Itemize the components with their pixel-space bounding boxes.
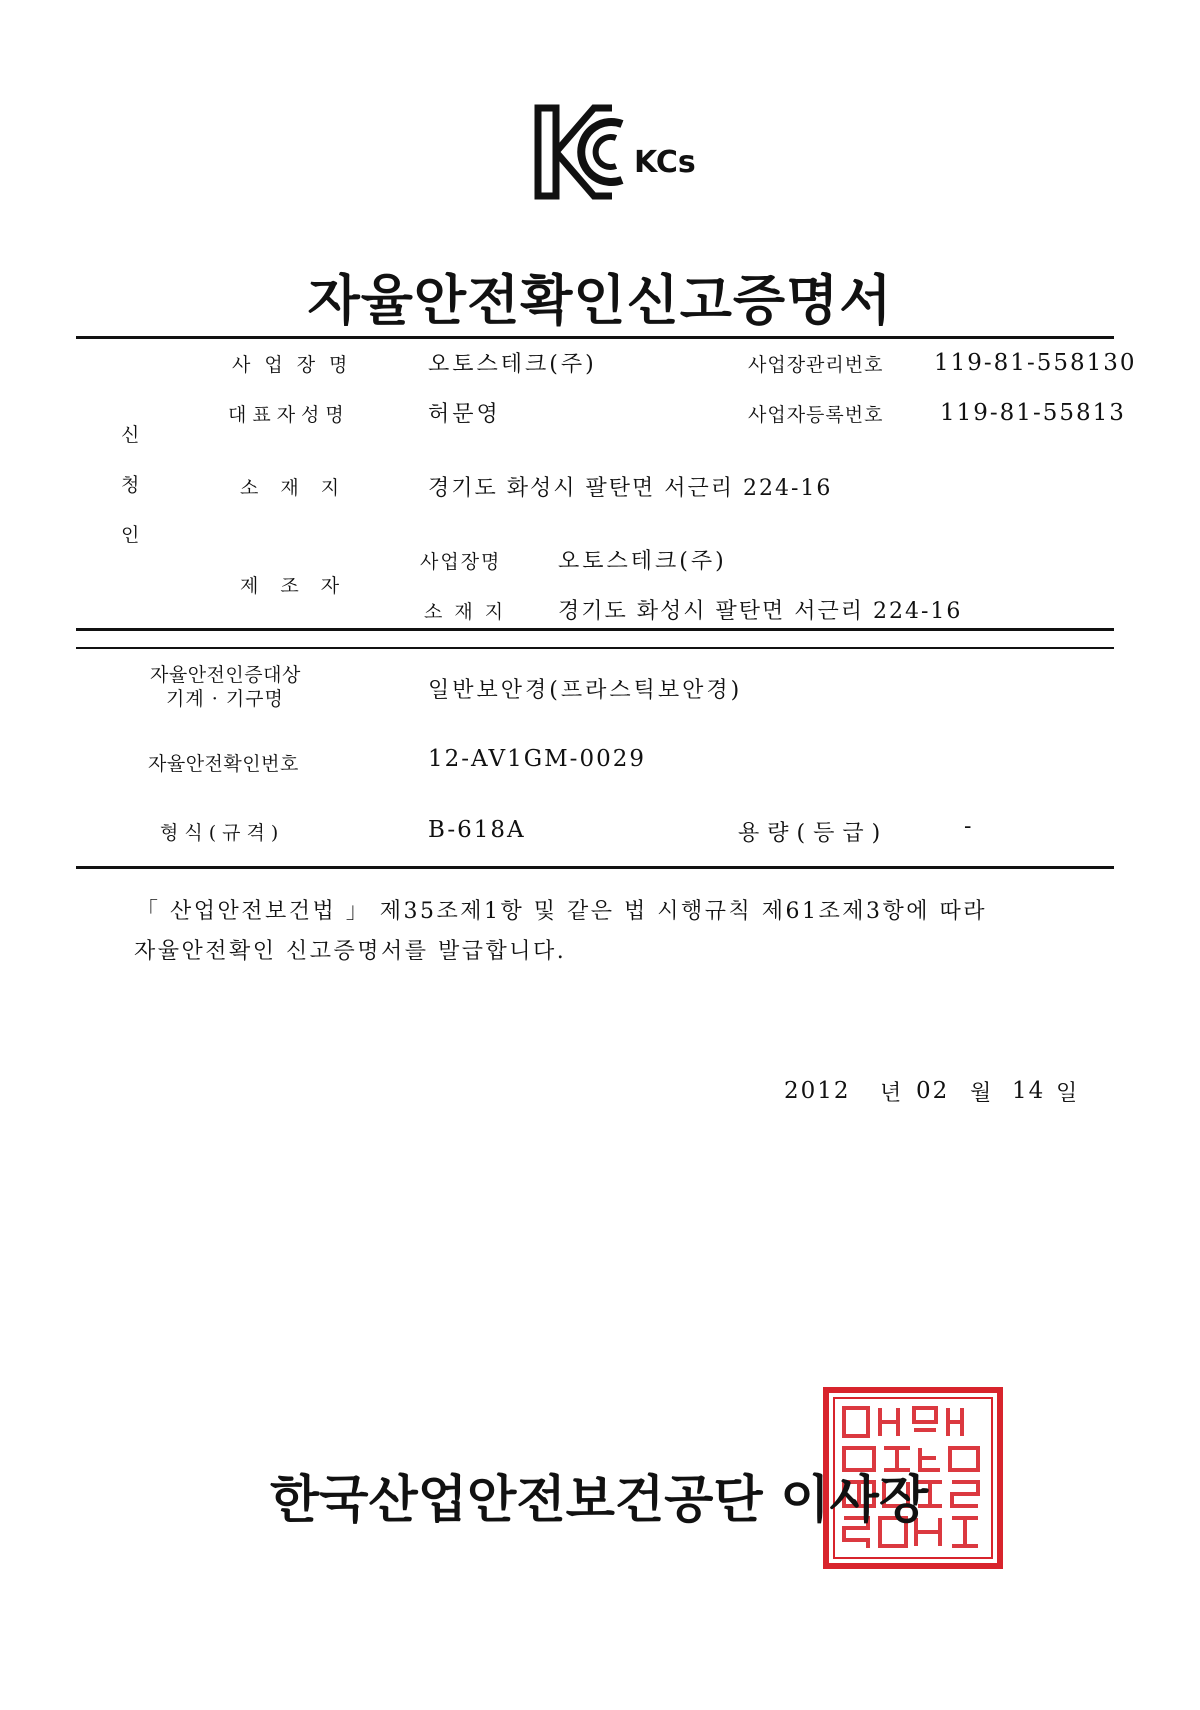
target-label-line1: 자율안전인증대상 bbox=[150, 664, 301, 686]
location-label: 소재지 bbox=[240, 477, 362, 499]
issuer-name: 한국산업안전보건공단 이사장 bbox=[270, 1471, 929, 1530]
rep-name-value: 허문영 bbox=[428, 402, 501, 427]
model-value: B-618A bbox=[428, 817, 526, 843]
location-value: 경기도 화성시 팔탄면 서근리 224-16 bbox=[428, 476, 833, 501]
mgmt-no-label: 사업장관리번호 bbox=[748, 354, 884, 376]
target-label-line2: 기계 · 기구명 bbox=[166, 688, 284, 710]
divider-top bbox=[76, 336, 1114, 339]
target-value: 일반보안경(프라스틱보안경) bbox=[428, 678, 743, 703]
kcs-mark-icon bbox=[534, 104, 696, 204]
maker-location-label: 소재지 bbox=[424, 601, 516, 623]
reg-no-value: 119-81-55813 bbox=[940, 400, 1126, 426]
divider-product-bottom bbox=[76, 866, 1114, 869]
date-day: 14 bbox=[1012, 1078, 1046, 1104]
reg-no-label: 사업자등록번호 bbox=[748, 404, 884, 426]
mgmt-no-value: 119-81-558130 bbox=[934, 350, 1137, 376]
capacity-label: 용량(등급) bbox=[738, 821, 889, 846]
kcs-logo-text: KCs bbox=[634, 145, 696, 180]
maker-name-value: 오토스테크(주) bbox=[558, 549, 727, 574]
divider-product-top bbox=[76, 647, 1114, 649]
business-name-value: 오토스테크(주) bbox=[428, 352, 597, 377]
statement-line-2: 자율안전확인 신고증명서를 발급합니다. bbox=[134, 939, 567, 964]
date-month: 02 bbox=[916, 1078, 950, 1104]
statement-line-1: 「 산업안전보건법 」 제35조제1항 및 같은 법 시행규칙 제61조제3항에 따라 bbox=[136, 899, 987, 924]
maker-name-label: 사업장명 bbox=[420, 551, 502, 573]
confirm-no-label: 자율안전확인번호 bbox=[148, 753, 299, 775]
date-month-unit: 월 bbox=[970, 1081, 995, 1106]
model-label: 형식(규격) bbox=[160, 822, 285, 844]
business-name-label: 사업장명 bbox=[232, 354, 362, 376]
divider-applicant-bottom bbox=[76, 628, 1114, 631]
date-year-unit: 년 bbox=[880, 1081, 905, 1106]
date-day-unit: 일 bbox=[1056, 1081, 1081, 1106]
date-year: 2012 bbox=[784, 1078, 851, 1104]
rep-name-label: 대표자성명 bbox=[228, 404, 350, 426]
applicant-group-label-3: 인 bbox=[121, 524, 140, 546]
applicant-group-label-1: 신 bbox=[121, 424, 140, 446]
confirm-no-value: 12-AV1GM-0029 bbox=[428, 746, 646, 772]
capacity-value: - bbox=[964, 814, 975, 839]
maker-location-value: 경기도 화성시 팔탄면 서근리 224-16 bbox=[558, 599, 963, 624]
maker-label: 제조자 bbox=[240, 575, 362, 597]
document-title: 자율안전확인신고증명서 bbox=[307, 269, 893, 332]
applicant-group-label-2: 청 bbox=[121, 474, 140, 496]
